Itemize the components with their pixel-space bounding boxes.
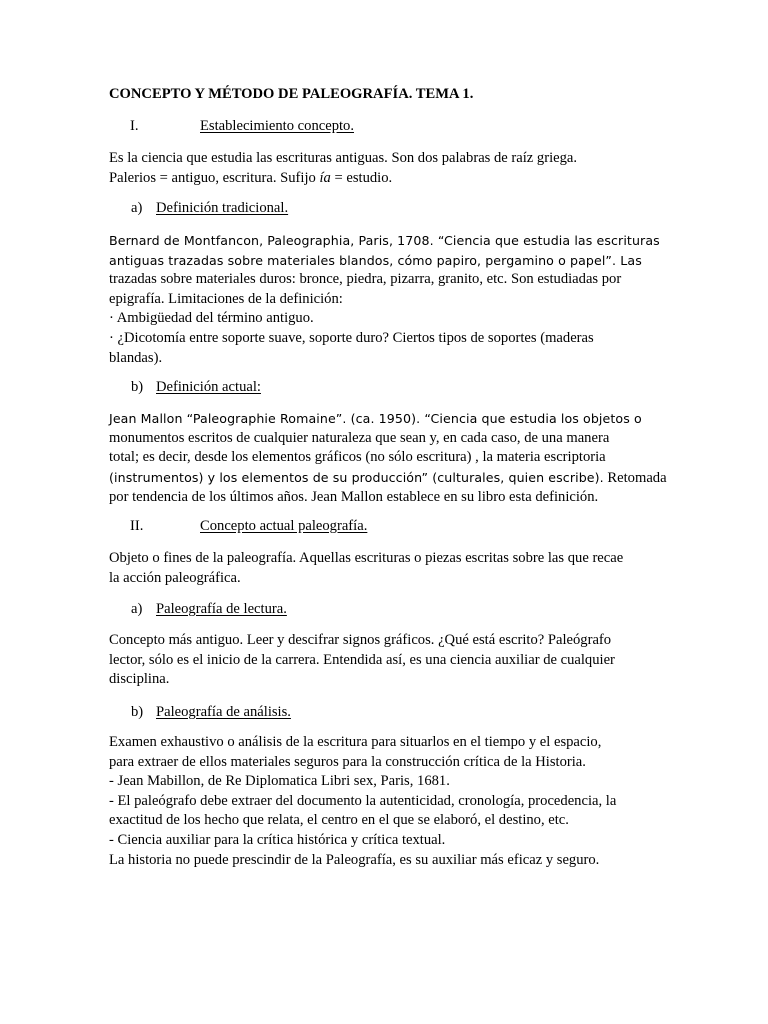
text-line: por tendencia de los últimos años. Jean Mallon establece en su libro esta definición. (109, 489, 599, 506)
subsection-title: Definición actual: (156, 379, 261, 395)
paragraph-traditional-definition (109, 231, 660, 368)
text-line: Es la ciencia que estudia las escrituras antiguas. Son dos palabras de raíz griega. (109, 150, 578, 166)
text-line: antiguas trazadas sobre materiales blandos, cómo papiro, pergamino o papel”. Las (109, 252, 642, 268)
paragraph-object (109, 549, 654, 588)
subsection-letter: b) (131, 704, 144, 720)
paragraph-current-definition (109, 409, 667, 508)
text-line: La historia no puede prescindir de la Paleografía, es su auxiliar más eficaz y seguro. (109, 851, 600, 868)
list-line: - El paleógrafo debe extraer del documento la autenticidad, cronología, procedencia, la (109, 792, 617, 809)
bullet-line: · ¿Dicotomía entre soporte suave, soporte duro? Ciertos tipos de soportes (maderas (109, 329, 594, 346)
paragraph-reading (109, 631, 654, 690)
text-line: blandas). (109, 349, 163, 366)
text-line: Concepto más antiguo. Leer y descifrar signos gráficos. ¿Qué está escrito? Paleógrafo (109, 632, 612, 648)
text-line: Jean Mallon “Paleographie Romaine”. (ca. 1950). “Ciencia que estudia los objetos o (109, 411, 642, 426)
list-line: - Jean Mabillon, de Re Diplomatica Libri sex, Paris, 1681. (109, 773, 450, 790)
bullet-line: · Ambigüedad del término antiguo. (109, 310, 314, 327)
italic-suffix: ía (319, 169, 331, 186)
paragraph-analysis (109, 733, 654, 870)
text-line: epigrafía. Limitaciones de la definición: (109, 290, 343, 307)
subsection-title: Paleografía de análisis. (156, 704, 291, 720)
text-line: la acción paleográfica. (109, 569, 241, 586)
text-line: total; es decir, desde los elementos gráficos (no sólo escritura) , la materia escriptoria (109, 449, 606, 466)
text-line: Palerios = antiguo, escritura. Sufijo ía = estudio. (109, 169, 393, 186)
section-title: Establecimiento concepto. (200, 118, 354, 134)
list-line: - Ciencia auxiliar para la crítica histórica y crítica textual. (109, 831, 446, 848)
subsection-letter: a) (131, 200, 143, 216)
subsection-title: Paleografía de lectura. (156, 601, 287, 617)
subsection-letter: a) (131, 601, 143, 617)
text-line: Objeto o fines de la paleografía. Aquellas escrituras o piezas escritas sobre las que recae (109, 550, 624, 566)
subsection-title: Definición tradicional. (156, 200, 289, 216)
text-line: lector, sólo es el inicio de la carrera. Entendida así, es una ciencia auxiliar de cualquier (109, 651, 615, 668)
section-number: I. (130, 118, 139, 134)
text-line: disciplina. (109, 671, 170, 688)
text-line: Bernard de Montfancon, Paleographia, Paris, 1708. “Ciencia que estudia las escrituras (109, 233, 660, 248)
paragraph-definition (109, 149, 654, 188)
text-line: trazadas sobre materiales duros: bronce, piedra, pizarra, granito, etc. Son estudiadas por (109, 271, 622, 288)
text-line: (instrumentos) y los elementos de su producción” (culturales, quien escribe). Retomada (109, 469, 667, 486)
text-line: exactitud de los hecho que relata, el centro en el que se elaboró, el destino, etc. (109, 812, 569, 829)
section-title: Concepto actual paleografía. (200, 518, 368, 534)
subsection-letter: b) (131, 379, 144, 395)
section-number: II. (130, 518, 144, 534)
text-line: para extraer de ellos materiales seguros para la construcción crítica de la Historia. (109, 753, 586, 770)
document-title: CONCEPTO Y MÉTODO DE PALEOGRAFÍA. TEMA 1. (109, 86, 474, 102)
text-line: Examen exhaustivo o análisis de la escritura para situarlos en el tiempo y el espacio, (109, 734, 602, 750)
text-line: monumentos escritos de cualquier naturaleza que sean y, en cada caso, de una manera (109, 429, 610, 446)
